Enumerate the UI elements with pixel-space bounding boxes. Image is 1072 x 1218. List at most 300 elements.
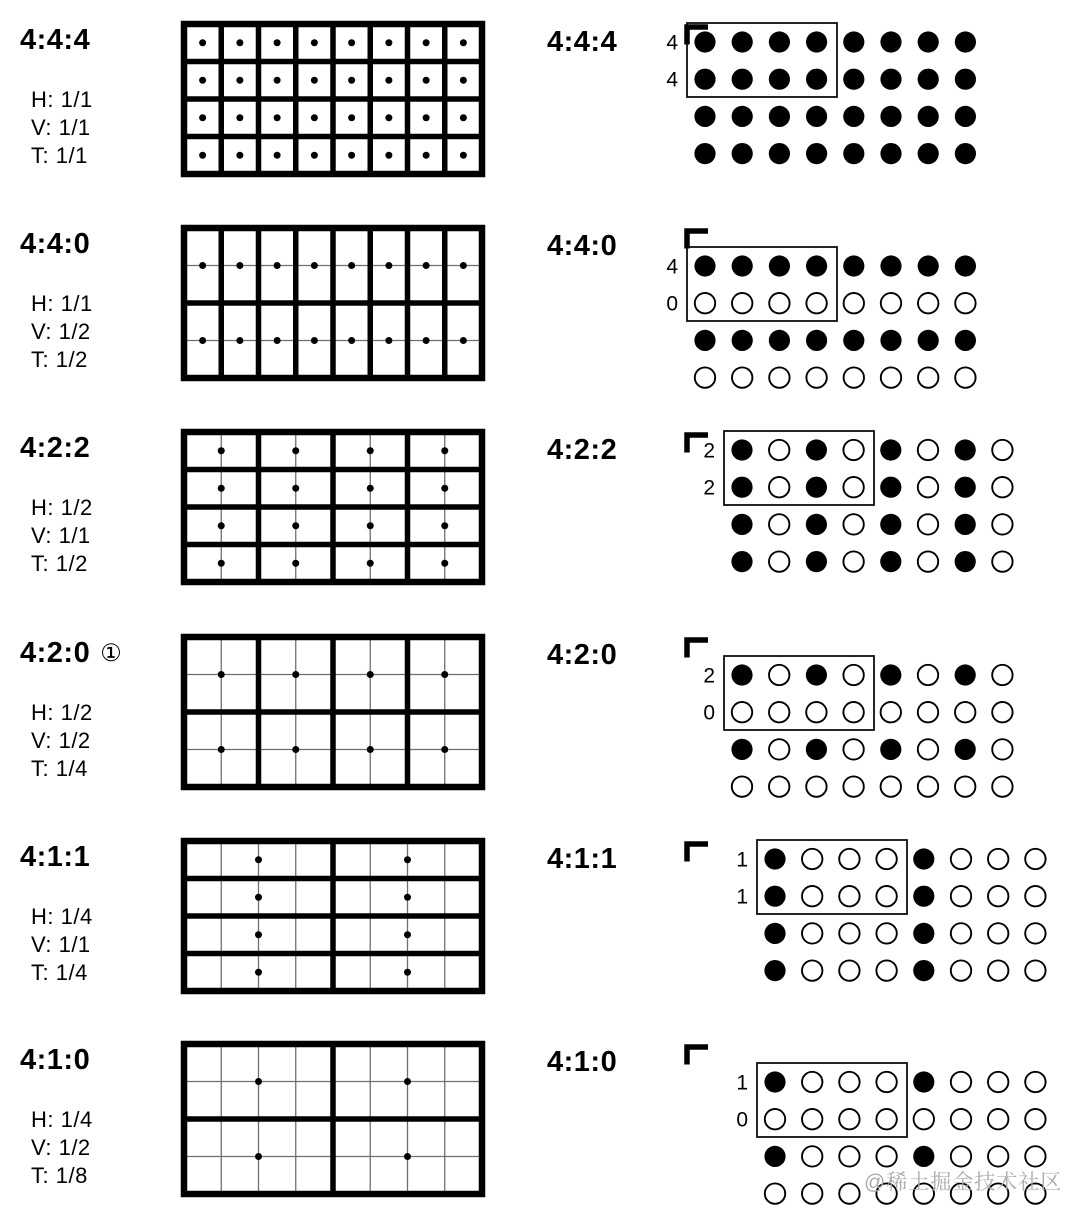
horizontal-ratio: H: 1/2 xyxy=(31,700,93,725)
luma-dot-no-chroma xyxy=(951,923,971,943)
chroma-sample-dot xyxy=(367,746,374,753)
chroma-sample-dot xyxy=(236,77,243,84)
luma-dot-no-chroma xyxy=(918,776,938,796)
luma-chroma-grid xyxy=(178,426,488,588)
luma-dot-with-chroma xyxy=(918,31,939,52)
luma-dot-no-chroma xyxy=(988,849,1008,869)
total-ratio: T: 1/8 xyxy=(31,1163,88,1188)
luma-dot-with-chroma xyxy=(769,143,790,164)
luma-dot-with-chroma xyxy=(694,69,715,90)
luma-dot-with-chroma xyxy=(806,739,827,760)
luma-dot-with-chroma xyxy=(732,69,753,90)
sample-row-label: 1 xyxy=(736,885,748,909)
luma-dot-no-chroma xyxy=(988,1109,1008,1129)
sample-dot-panel xyxy=(655,220,1060,398)
luma-dot-no-chroma xyxy=(918,702,938,722)
chroma-sample-dot xyxy=(199,39,206,46)
luma-chroma-grid xyxy=(178,1038,488,1200)
subsampling-ratios xyxy=(31,903,93,987)
luma-dot-with-chroma xyxy=(955,551,976,572)
chroma-sample-dot xyxy=(218,671,225,678)
luma-dot-with-chroma xyxy=(731,551,752,572)
luma-dot-with-chroma xyxy=(806,477,827,498)
chroma-sample-dot xyxy=(292,671,299,678)
chroma-sample-dot xyxy=(199,77,206,84)
origin-corner-icon xyxy=(687,844,708,862)
total-ratio: T: 1/1 xyxy=(31,143,88,168)
luma-dot-with-chroma xyxy=(913,886,934,907)
luma-dot-with-chroma xyxy=(731,477,752,498)
luma-dot-with-chroma xyxy=(843,69,864,90)
scheme-name-right: 4:2:0 xyxy=(547,639,618,671)
luma-dot-no-chroma xyxy=(769,367,789,387)
chroma-sample-dot xyxy=(441,522,448,529)
chroma-sample-dot xyxy=(423,114,430,121)
luma-dot-with-chroma xyxy=(806,439,827,460)
sample-row-label: 1 xyxy=(736,1071,748,1095)
chroma-sample-dot xyxy=(385,152,392,159)
luma-dot-no-chroma xyxy=(918,293,938,313)
luma-dot-no-chroma xyxy=(769,440,789,460)
chroma-sample-dot xyxy=(348,39,355,46)
chroma-sample-dot xyxy=(199,114,206,121)
luma-dot-no-chroma xyxy=(881,293,901,313)
luma-dot-with-chroma xyxy=(732,31,753,52)
luma-dot-no-chroma xyxy=(918,514,938,534)
luma-dot-no-chroma xyxy=(951,1109,971,1129)
luma-dot-with-chroma xyxy=(918,106,939,127)
luma-dot-with-chroma xyxy=(918,330,939,351)
luma-dot-no-chroma xyxy=(839,1146,859,1166)
luma-dot-no-chroma xyxy=(876,960,896,980)
subsampling-ratios xyxy=(31,699,93,783)
luma-dot-no-chroma xyxy=(695,293,715,313)
luma-dot-with-chroma xyxy=(913,848,934,869)
luma-dot-with-chroma xyxy=(764,1146,785,1167)
luma-grid-svg xyxy=(178,222,488,384)
luma-dot-no-chroma xyxy=(806,367,826,387)
chroma-sample-dot xyxy=(311,152,318,159)
luma-dot-with-chroma xyxy=(955,255,976,276)
luma-dot-with-chroma xyxy=(843,330,864,351)
sample-row-label: 1 xyxy=(736,848,748,872)
scheme-title xyxy=(20,637,122,670)
chroma-sample-dot xyxy=(367,671,374,678)
chroma-sample-dot xyxy=(404,1153,411,1160)
luma-dot-with-chroma xyxy=(764,923,785,944)
luma-dot-with-chroma xyxy=(955,739,976,760)
scheme-title xyxy=(20,228,100,261)
luma-dot-with-chroma xyxy=(913,1071,934,1092)
chroma-sample-dot xyxy=(236,114,243,121)
chroma-sample-dot xyxy=(441,671,448,678)
chroma-sample-dot xyxy=(367,447,374,454)
luma-dot-with-chroma xyxy=(806,106,827,127)
luma-dot-no-chroma xyxy=(843,739,863,759)
sample-row-label: 2 xyxy=(703,439,715,463)
luma-dot-no-chroma xyxy=(1025,849,1045,869)
chroma-sample-dot xyxy=(460,39,467,46)
chroma-sample-dot xyxy=(255,969,262,976)
chroma-sample-dot xyxy=(292,447,299,454)
luma-dot-with-chroma xyxy=(732,106,753,127)
scheme-name-left: 4:2:2 xyxy=(20,432,91,464)
scheme-420-row xyxy=(0,637,1072,807)
luma-dot-no-chroma xyxy=(955,367,975,387)
luma-dot-no-chroma xyxy=(695,367,715,387)
chroma-sample-dot xyxy=(460,152,467,159)
vertical-ratio: V: 1/1 xyxy=(31,115,91,140)
chroma-sample-dot xyxy=(274,39,281,46)
luma-dot-with-chroma xyxy=(913,1146,934,1167)
luma-dot-no-chroma xyxy=(914,1109,934,1129)
luma-dot-no-chroma xyxy=(732,367,752,387)
chroma-sample-dot xyxy=(218,746,225,753)
luma-dot-with-chroma xyxy=(764,1071,785,1092)
luma-dot-no-chroma xyxy=(988,1146,1008,1166)
luma-dot-with-chroma xyxy=(843,31,864,52)
luma-dot-no-chroma xyxy=(839,1183,859,1203)
horizontal-ratio: H: 1/1 xyxy=(31,87,93,112)
luma-dot-with-chroma xyxy=(955,106,976,127)
luma-dot-no-chroma xyxy=(918,551,938,571)
chroma-sample-dot xyxy=(311,77,318,84)
luma-dot-with-chroma xyxy=(843,106,864,127)
luma-dot-no-chroma xyxy=(951,960,971,980)
luma-dot-no-chroma xyxy=(732,702,752,722)
scheme-444-row xyxy=(0,24,1072,194)
luma-dot-with-chroma xyxy=(769,330,790,351)
luma-dot-no-chroma xyxy=(802,923,822,943)
luma-dot-with-chroma xyxy=(880,439,901,460)
vertical-ratio: V: 1/1 xyxy=(31,523,91,548)
scheme-name-right: 4:4:4 xyxy=(547,26,618,58)
luma-dot-no-chroma xyxy=(802,960,822,980)
luma-dot-no-chroma xyxy=(1025,1109,1045,1129)
chroma-sample-dot xyxy=(423,262,430,269)
luma-dot-with-chroma xyxy=(880,477,901,498)
chroma-sample-dot xyxy=(236,39,243,46)
luma-dot-no-chroma xyxy=(988,886,1008,906)
luma-dot-no-chroma xyxy=(988,1072,1008,1092)
chroma-sample-dot xyxy=(218,447,225,454)
luma-dot-with-chroma xyxy=(731,664,752,685)
luma-dot-no-chroma xyxy=(843,776,863,796)
sample-dot-panel xyxy=(655,833,1060,1011)
luma-dot-with-chroma xyxy=(955,31,976,52)
luma-dot-with-chroma xyxy=(731,439,752,460)
horizontal-ratio: H: 1/1 xyxy=(31,291,93,316)
chroma-sample-dot xyxy=(236,337,243,344)
luma-dot-with-chroma xyxy=(955,439,976,460)
luma-dot-no-chroma xyxy=(839,886,859,906)
luma-dot-no-chroma xyxy=(843,440,863,460)
luma-dot-no-chroma xyxy=(1025,923,1045,943)
luma-dot-no-chroma xyxy=(802,1109,822,1129)
luma-dot-no-chroma xyxy=(992,665,1012,685)
luma-dot-no-chroma xyxy=(992,776,1012,796)
luma-dot-no-chroma xyxy=(839,1072,859,1092)
luma-dot-with-chroma xyxy=(880,143,901,164)
luma-dot-no-chroma xyxy=(732,776,752,796)
chroma-sample-dot xyxy=(385,337,392,344)
luma-dot-with-chroma xyxy=(732,255,753,276)
luma-dot-no-chroma xyxy=(769,776,789,796)
luma-grid-svg xyxy=(178,426,488,588)
luma-dot-no-chroma xyxy=(802,1146,822,1166)
scheme-422-row xyxy=(0,432,1072,602)
luma-chroma-grid xyxy=(178,835,488,997)
luma-dot-no-chroma xyxy=(918,440,938,460)
luma-dot-with-chroma xyxy=(806,330,827,351)
vertical-ratio: V: 1/2 xyxy=(31,319,91,344)
luma-dot-no-chroma xyxy=(806,293,826,313)
luma-grid-svg xyxy=(178,835,488,997)
luma-dot-with-chroma xyxy=(806,551,827,572)
luma-dot-no-chroma xyxy=(992,551,1012,571)
luma-dot-with-chroma xyxy=(880,551,901,572)
luma-dot-with-chroma xyxy=(913,960,934,981)
chroma-sample-dot xyxy=(348,152,355,159)
scheme-name-right: 4:2:2 xyxy=(547,434,618,466)
chroma-sample-dot xyxy=(218,522,225,529)
chroma-sample-dot xyxy=(292,522,299,529)
chroma-sample-dot xyxy=(441,746,448,753)
sample-row-label: 4 xyxy=(666,255,678,279)
chroma-sample-dot xyxy=(218,560,225,567)
luma-dot-with-chroma xyxy=(769,255,790,276)
chroma-sample-dot xyxy=(311,262,318,269)
luma-dot-no-chroma xyxy=(765,1183,785,1203)
luma-dot-no-chroma xyxy=(881,776,901,796)
luma-dot-no-chroma xyxy=(988,923,1008,943)
luma-dot-no-chroma xyxy=(844,367,864,387)
sample-row-label: 4 xyxy=(666,31,678,55)
luma-dot-with-chroma xyxy=(806,69,827,90)
scheme-title xyxy=(20,1044,100,1077)
chroma-sample-dot xyxy=(348,262,355,269)
luma-dot-with-chroma xyxy=(806,255,827,276)
chroma-sample-dot xyxy=(441,560,448,567)
luma-dot-no-chroma xyxy=(918,739,938,759)
chroma-sample-dot xyxy=(236,262,243,269)
luma-dot-no-chroma xyxy=(876,849,896,869)
scheme-411-row xyxy=(0,841,1072,1011)
horizontal-ratio: H: 1/4 xyxy=(31,904,93,929)
luma-dot-with-chroma xyxy=(918,143,939,164)
luma-dot-with-chroma xyxy=(764,960,785,981)
luma-dot-with-chroma xyxy=(880,514,901,535)
chroma-sample-dot xyxy=(274,152,281,159)
luma-dot-no-chroma xyxy=(951,1146,971,1166)
chroma-sample-dot xyxy=(423,152,430,159)
luma-dot-no-chroma xyxy=(843,551,863,571)
luma-dot-no-chroma xyxy=(806,702,826,722)
luma-dot-with-chroma xyxy=(694,106,715,127)
sample-row-label: 0 xyxy=(666,292,678,316)
luma-dot-no-chroma xyxy=(843,514,863,534)
luma-grid-svg xyxy=(178,18,488,180)
chroma-sample-dot xyxy=(255,894,262,901)
luma-dot-no-chroma xyxy=(765,1109,785,1129)
luma-dot-no-chroma xyxy=(955,776,975,796)
luma-dot-with-chroma xyxy=(694,330,715,351)
sample-panel-svg xyxy=(655,629,1060,807)
luma-dot-no-chroma xyxy=(951,1072,971,1092)
luma-dot-no-chroma xyxy=(992,514,1012,534)
luma-dot-with-chroma xyxy=(694,143,715,164)
chroma-sample-dot xyxy=(348,77,355,84)
chroma-sample-dot xyxy=(236,152,243,159)
sample-row-label: 0 xyxy=(736,1108,748,1132)
subsampling-ratios xyxy=(31,494,93,578)
chroma-sample-dot xyxy=(423,39,430,46)
chroma-sample-dot xyxy=(367,485,374,492)
sample-dot-panel xyxy=(655,16,1060,194)
sample-panel-svg xyxy=(655,833,1060,1011)
luma-dot-with-chroma xyxy=(843,255,864,276)
chroma-sample-dot xyxy=(292,560,299,567)
chroma-sample-dot xyxy=(199,262,206,269)
chroma-sample-dot xyxy=(460,337,467,344)
chroma-sample-dot xyxy=(292,485,299,492)
scheme-title xyxy=(20,24,100,57)
luma-dot-no-chroma xyxy=(876,923,896,943)
vertical-ratio: V: 1/2 xyxy=(31,728,91,753)
chroma-sample-dot xyxy=(404,856,411,863)
vertical-ratio: V: 1/1 xyxy=(31,932,91,957)
luma-dot-with-chroma xyxy=(880,69,901,90)
luma-dot-with-chroma xyxy=(913,923,934,944)
chroma-sample-dot xyxy=(311,114,318,121)
luma-dot-with-chroma xyxy=(732,143,753,164)
luma-dot-no-chroma xyxy=(1025,1072,1045,1092)
sample-row-label: 2 xyxy=(703,476,715,500)
luma-dot-no-chroma xyxy=(802,1183,822,1203)
luma-dot-no-chroma xyxy=(955,293,975,313)
scheme-440-row xyxy=(0,228,1072,398)
luma-dot-with-chroma xyxy=(764,848,785,869)
chroma-sample-dot xyxy=(274,77,281,84)
subsampling-ratios xyxy=(31,290,93,374)
sample-panel-svg xyxy=(655,16,1060,194)
luma-dot-with-chroma xyxy=(955,514,976,535)
sample-panel-svg xyxy=(655,220,1060,398)
scheme-name-left: 4:1:0 xyxy=(20,1044,91,1076)
luma-dot-with-chroma xyxy=(694,31,715,52)
origin-corner-icon xyxy=(687,640,708,658)
chroma-sample-dot xyxy=(274,337,281,344)
sample-panel-svg xyxy=(655,424,1060,602)
chroma-sample-dot xyxy=(404,894,411,901)
luma-dot-with-chroma xyxy=(806,514,827,535)
luma-chroma-grid xyxy=(178,222,488,384)
scheme-name-left: 4:2:0 xyxy=(20,637,91,669)
luma-dot-no-chroma xyxy=(1025,886,1045,906)
chroma-sample-dot xyxy=(255,1153,262,1160)
scheme-name-right: 4:1:0 xyxy=(547,1046,618,1078)
chroma-sample-dot xyxy=(311,39,318,46)
chroma-sample-dot xyxy=(255,931,262,938)
luma-dot-no-chroma xyxy=(839,1109,859,1129)
luma-dot-no-chroma xyxy=(802,1072,822,1092)
luma-dot-no-chroma xyxy=(992,477,1012,497)
chroma-sample-dot xyxy=(460,262,467,269)
chroma-sample-dot xyxy=(460,77,467,84)
scheme-title xyxy=(20,841,100,874)
subsampling-ratios xyxy=(31,86,93,170)
luma-grid-svg xyxy=(178,1038,488,1200)
luma-dot-with-chroma xyxy=(955,330,976,351)
chroma-sample-dot xyxy=(348,114,355,121)
luma-dot-with-chroma xyxy=(880,330,901,351)
luma-dot-with-chroma xyxy=(880,739,901,760)
luma-dot-no-chroma xyxy=(843,665,863,685)
luma-dot-with-chroma xyxy=(880,255,901,276)
luma-dot-with-chroma xyxy=(764,886,785,907)
luma-dot-with-chroma xyxy=(806,143,827,164)
luma-dot-with-chroma xyxy=(806,31,827,52)
luma-dot-with-chroma xyxy=(880,106,901,127)
luma-dot-no-chroma xyxy=(955,702,975,722)
luma-dot-no-chroma xyxy=(1025,1146,1045,1166)
luma-dot-no-chroma xyxy=(802,849,822,869)
luma-dot-with-chroma xyxy=(843,143,864,164)
chroma-sample-dot xyxy=(423,77,430,84)
chroma-sample-dot xyxy=(292,746,299,753)
chroma-sample-dot xyxy=(404,931,411,938)
chroma-sample-dot xyxy=(348,337,355,344)
luma-dot-with-chroma xyxy=(731,514,752,535)
luma-grid-svg xyxy=(178,631,488,793)
luma-chroma-grid xyxy=(178,631,488,793)
chroma-sample-dot xyxy=(274,114,281,121)
origin-corner-icon xyxy=(687,231,708,249)
chroma-sample-dot xyxy=(199,337,206,344)
chroma-sample-dot xyxy=(460,114,467,121)
luma-chroma-grid xyxy=(178,18,488,180)
luma-dot-no-chroma xyxy=(843,477,863,497)
chroma-sample-dot xyxy=(385,114,392,121)
scheme-name-left: 4:1:1 xyxy=(20,841,91,873)
luma-dot-no-chroma xyxy=(802,886,822,906)
scheme-name-left: 4:4:4 xyxy=(20,24,91,56)
luma-dot-no-chroma xyxy=(769,665,789,685)
luma-dot-with-chroma xyxy=(955,143,976,164)
luma-dot-with-chroma xyxy=(955,69,976,90)
luma-dot-no-chroma xyxy=(881,367,901,387)
luma-dot-no-chroma xyxy=(876,1072,896,1092)
luma-dot-with-chroma xyxy=(918,255,939,276)
luma-dot-no-chroma xyxy=(988,960,1008,980)
luma-dot-no-chroma xyxy=(843,702,863,722)
chroma-sample-dot xyxy=(404,1078,411,1085)
luma-dot-no-chroma xyxy=(769,293,789,313)
luma-dot-no-chroma xyxy=(769,739,789,759)
scheme-title xyxy=(20,432,100,465)
chroma-sample-dot xyxy=(385,262,392,269)
luma-dot-with-chroma xyxy=(955,664,976,685)
chroma-sample-dot xyxy=(218,485,225,492)
watermark: @稀土掘金技术社区 xyxy=(864,1171,1063,1194)
chroma-sample-dot xyxy=(199,152,206,159)
luma-dot-no-chroma xyxy=(839,849,859,869)
chroma-sample-dot xyxy=(441,485,448,492)
luma-dot-no-chroma xyxy=(918,477,938,497)
luma-dot-no-chroma xyxy=(881,702,901,722)
luma-dot-no-chroma xyxy=(839,923,859,943)
luma-dot-with-chroma xyxy=(918,69,939,90)
